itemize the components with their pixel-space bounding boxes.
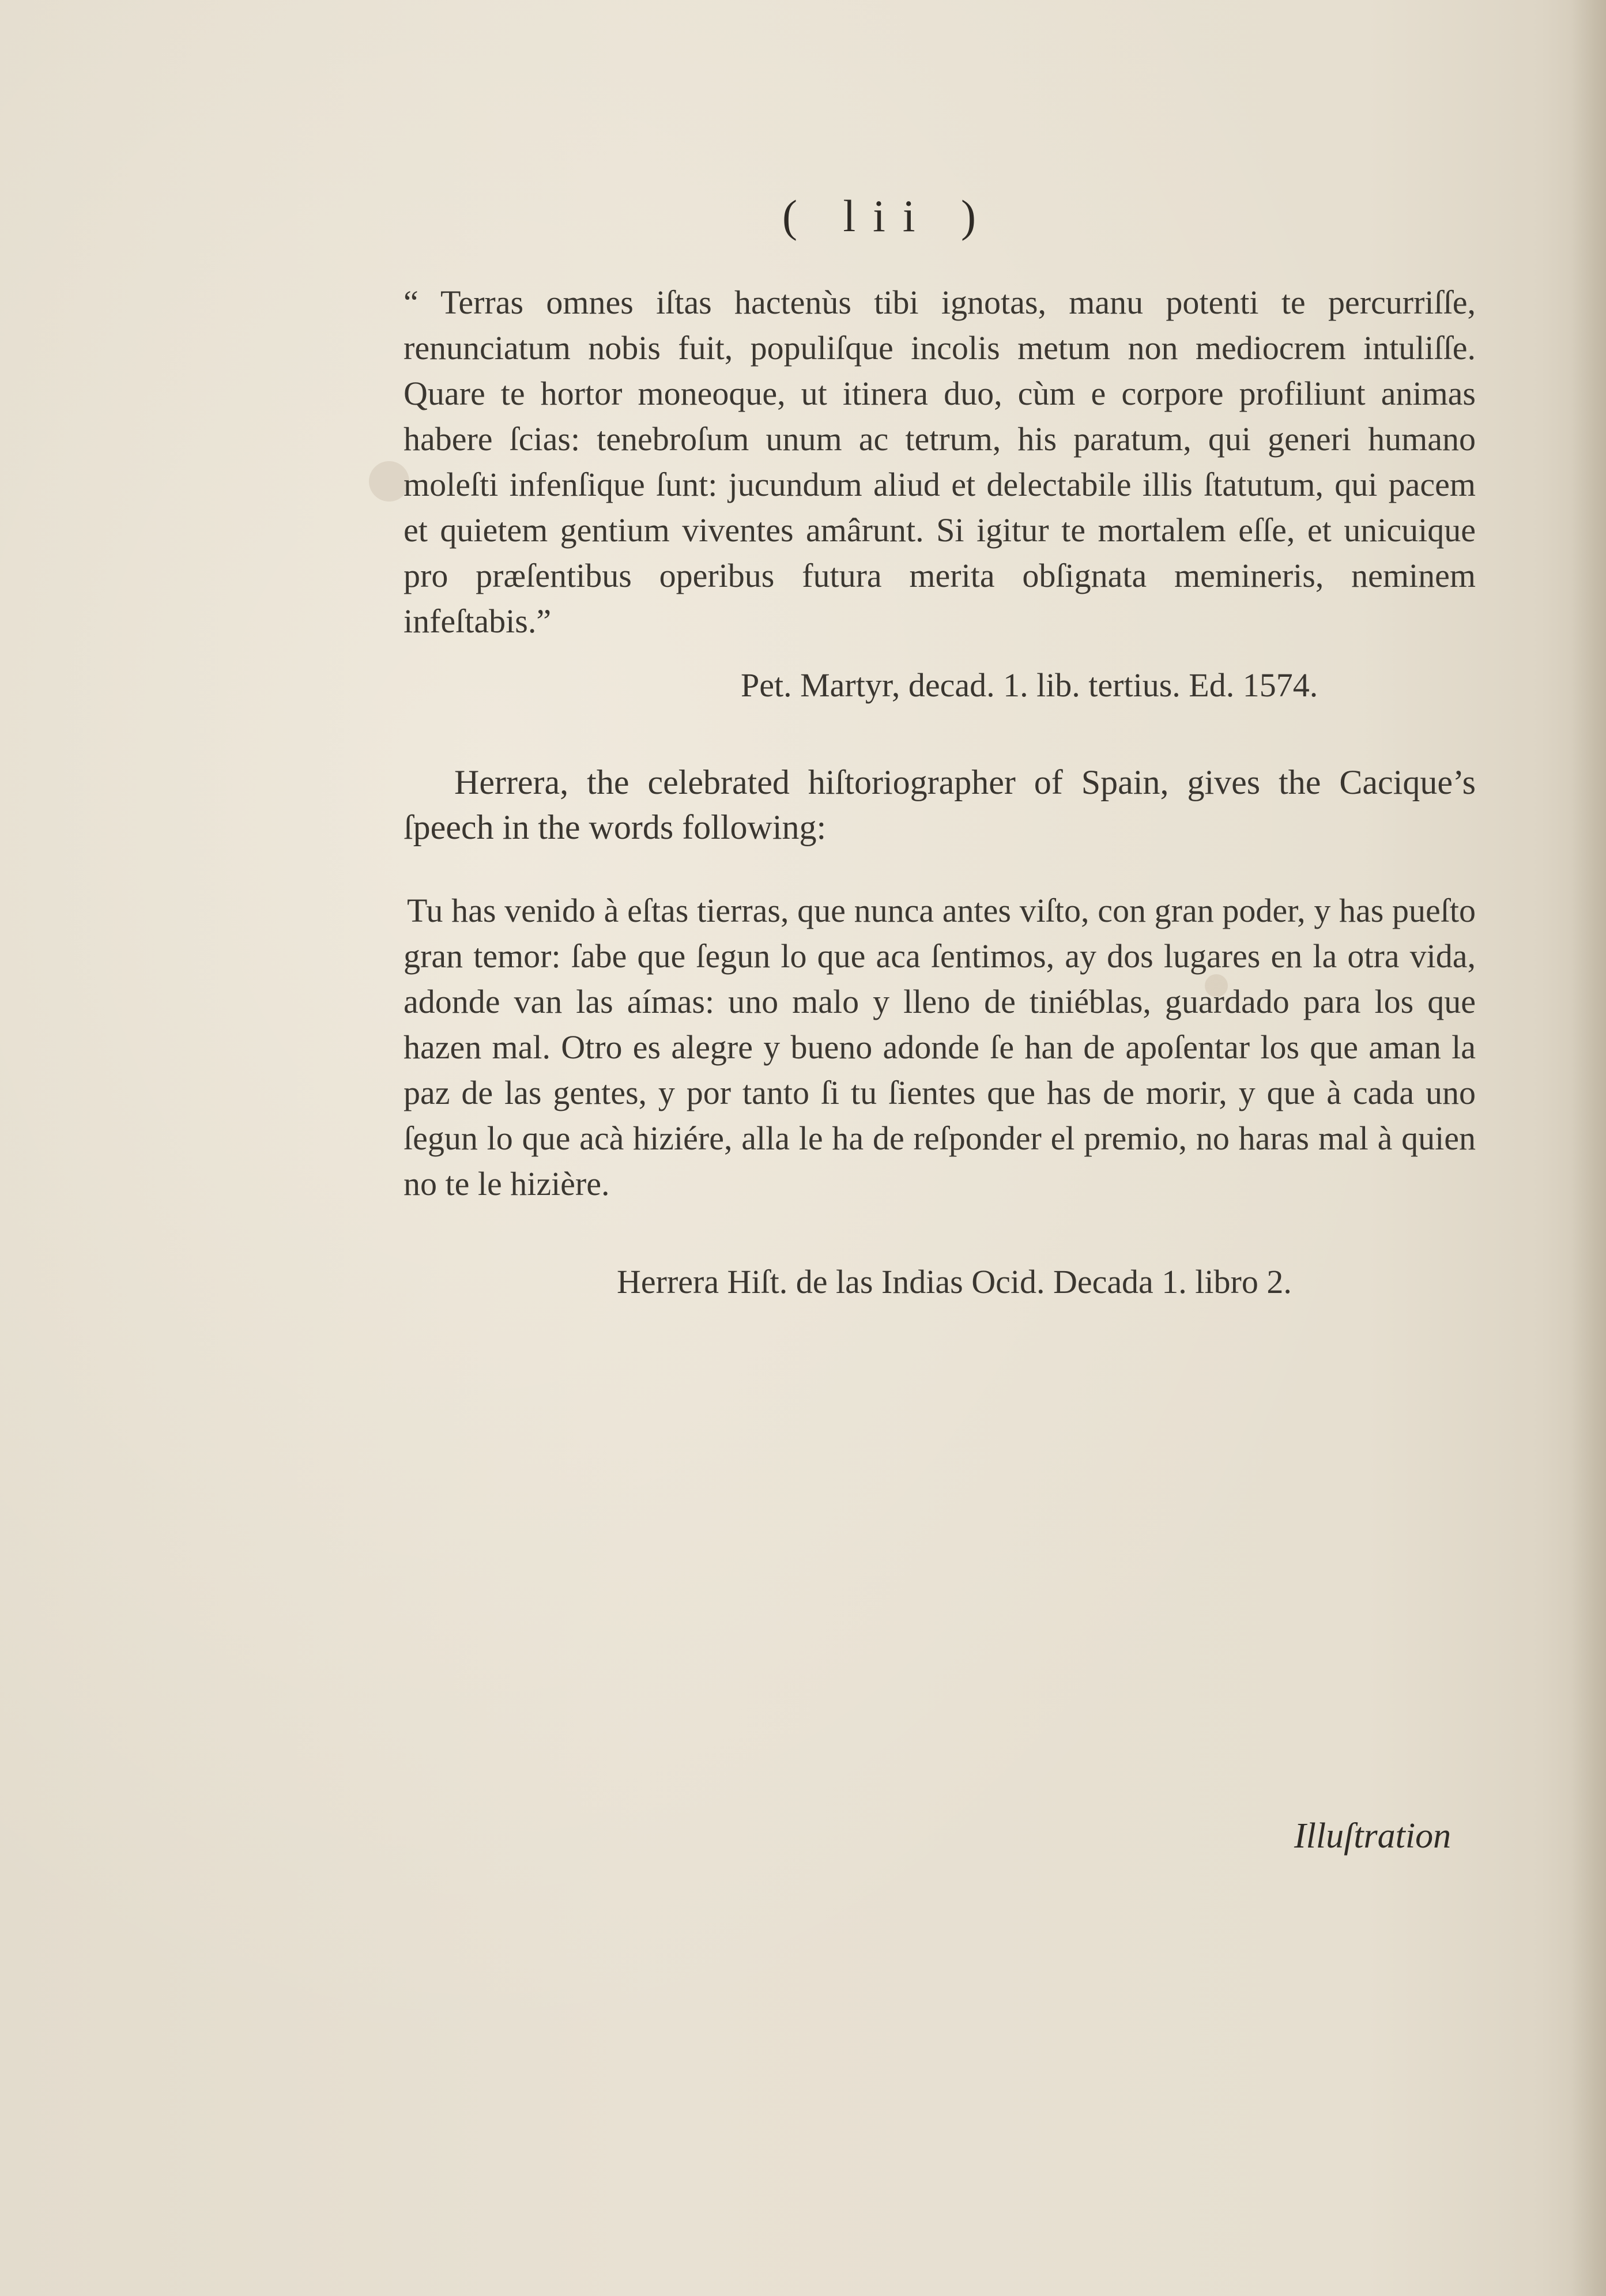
spanish-quote: Tu has venido à eſtas tierras, que nunca antes viſto, con gran poder, y has pueſto gran temor: ſabe que ſegun lo que aca ſentimos, ay dos lugares en la otra vida, adonde van las aímas: uno malo y lleno de tiniéblas, guardado para los que hazen mal. Otro es alegre y bueno adonde ſe han de apoſentar los que aman la paz de las gentes, y por tanto ſi tu ſientes que has de morir, y que à cada uno ſegun lo que acà hiziére, alla le ha de reſponder el premio, no haras mal à quien no te le hizière. [404, 892, 1476, 1202]
latin-citation: Pet. Martyr, decad. 1. lib. tertius. Ed. 1574. [741, 666, 1318, 704]
spanish-citation: Herrera Hiſt. de las Indias Ocid. Decada 1. libro 2. [617, 1263, 1292, 1300]
catchword: Illuſtration [1294, 1816, 1452, 1856]
page-edge-shadow [1571, 0, 1606, 2296]
latin-quote: “ Terras omnes iſtas hactenùs tibi ignotas, manu potenti te percurriſſe, renunciatum nobis fuit, populiſque incolis metum non mediocrem intuliſſe. Quare te hortor moneoque, ut itinera duo, cùm e corpore profiliunt animas habere ſcias: tenebroſum unum ac tetrum, his paratum, qui generi humano moleſti infenſique ſunt: jucundum aliud et delectabile illis ſtatutum, qui pacem et quietem gentium viventes amârunt. Si igitur te mortalem eſſe, et unicuique pro præſentibus operibus futura merita obſignata memineris, neminem infeſtabis.” [404, 284, 1476, 640]
intro-paragraph: Herrera, the celebrated hiſtoriographer of Spain, gives the Cacique’s ſpeech in the words following: [404, 763, 1476, 846]
running-head: ( lii ) [782, 191, 993, 241]
